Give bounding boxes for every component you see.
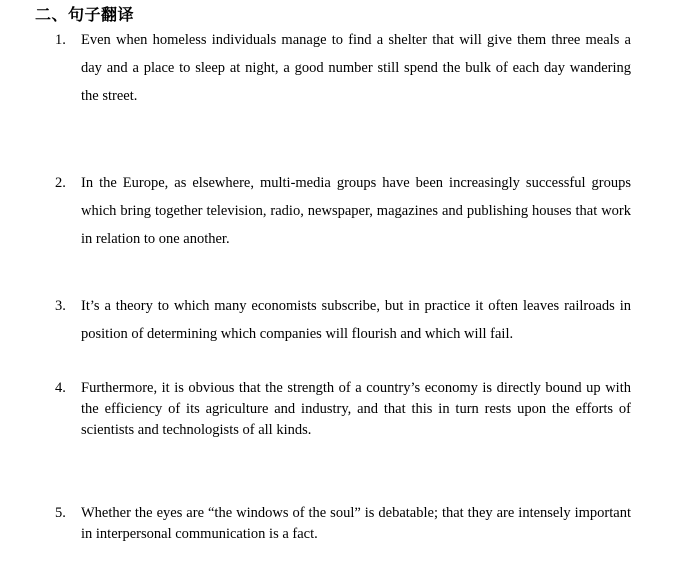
item-text: It’s a theory to which many economists subscribe, but in practice it often leaves railroads in position of determining which companies will flourish and which will fail. [81, 298, 631, 342]
list-item-5 [55, 503, 631, 545]
sentence-list [55, 26, 631, 545]
item-text: Even when homeless individuals manage to find a shelter that will give them three meals a day and a place to sleep at night, a good number still spend the bulk of each day wandering the street. [81, 32, 631, 104]
item-number: 3. [55, 298, 66, 314]
item-number: 2. [55, 175, 66, 191]
list-item-4 [55, 378, 631, 441]
section-heading: 二、句子翻译 [35, 5, 135, 24]
item-text: Furthermore, it is obvious that the strength of a country’s economy is directly bound up with the efficiency of its agriculture and industry, and that this in turn rests upon the efforts of scientists and technologists of all kinds. [81, 380, 631, 438]
list-item-3 [55, 292, 631, 348]
item-number: 1. [55, 32, 66, 48]
item-text: In the Europe, as elsewhere, multi-media groups have been increasingly successful groups which bring together television, radio, newspaper, magazines and publishing houses that work in relation to one another. [81, 175, 631, 247]
list-item-1 [55, 26, 631, 110]
item-number: 4. [55, 380, 66, 396]
item-text: Whether the eyes are “the windows of the soul” is debatable; that they are intensely important in interpersonal communication is a fact. [81, 505, 631, 542]
list-item-2 [55, 169, 631, 253]
item-number: 5. [55, 505, 66, 521]
